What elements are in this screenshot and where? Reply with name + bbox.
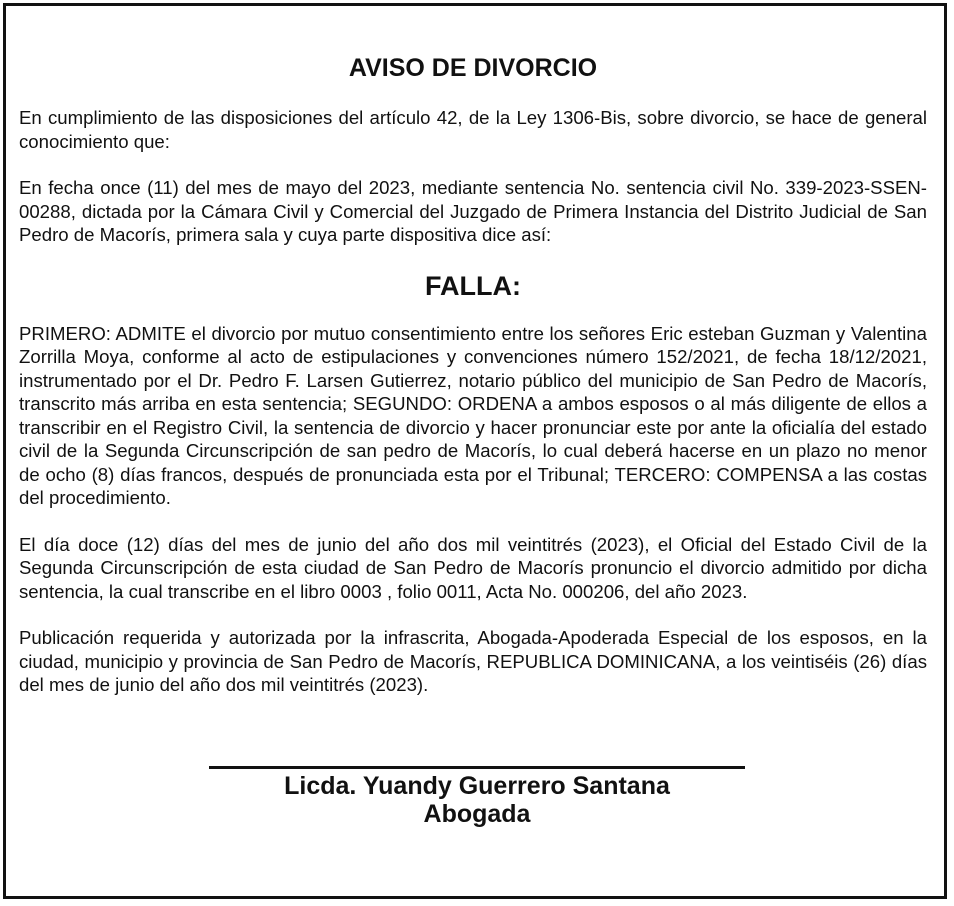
signatory-name: Licda. Yuandy Guerrero Santana (284, 772, 670, 800)
intro-paragraph: En cumplimiento de las disposiciones del artículo 42, de la Ley 1306-Bis, sobre divorcio, se hace de general conocimiento que: (19, 107, 927, 152)
signature-block (0, 766, 954, 828)
signatory-role: Abogada (423, 800, 531, 828)
context-paragraph: En fecha once (11) del mes de mayo del 2023, mediante sentencia No. sentencia civil No. 339-2023-SSEN-00288, dictada por la Cámara Civil y Comercial del Juzgado de Primera Instancia del Distrito Judicial de San Pedro de Macorís, primera sala y cuya parte dispositiva dice así: (19, 177, 927, 245)
registration-paragraph: El día doce (12) días del mes de junio del año dos mil veintitrés (2023), el Oficial del Estado Civil de la Segunda Circunscripción de esta ciudad de San Pedro de Macorís pronuncio el divorcio admitido por dicha sentencia, la cual transcribe en el libro 0003 , folio 0011, Acta No. 000206, del año 2023. (19, 533, 927, 602)
notice-title: AVISO DE DIVORCIO (348, 54, 598, 82)
falla-heading: FALLA: (425, 270, 521, 301)
notice-body (19, 52, 927, 720)
publication-paragraph: Publicación requerida y autorizada por la infrascrita, Abogada-Apoderada Especial de los esposos, en la ciudad, municipio y provincia de San Pedro de Macorís, REPUBLICA DOMINICANA, a los veintiséis (26) días del mes de junio del año dos mil veintitrés (2023). (19, 627, 927, 695)
signature-line (209, 766, 745, 769)
ruling-paragraph: PRIMERO: ADMITE el divorcio por mutuo consentimiento entre los señores Eric esteban Guzman y Valentina Zorrilla Moya, conforme al acto de estipulaciones y convenciones número 152/2021, de fecha 18/12/2021, instrumentado por el Dr. Pedro F. Larsen Gutierrez, notario público del municipio de San Pedro de Macorís, transcrito más arriba en esta sentencia; SEGUNDO: ORDENA a ambos esposos o al más diligente de ellos a transcribir en el Registro Civil, la sentencia de divorcio y hacer pronunciar este por ante la oficialía del estado civil de la Segunda Circunscripción de san pedro de Macorís, lo cual deberá hacerse en un plazo no menor de ocho (8) días francos, después de pronunciada esta por el Tribunal; TERCERO: COMPENSA a las costas del procedimiento. (19, 322, 927, 508)
